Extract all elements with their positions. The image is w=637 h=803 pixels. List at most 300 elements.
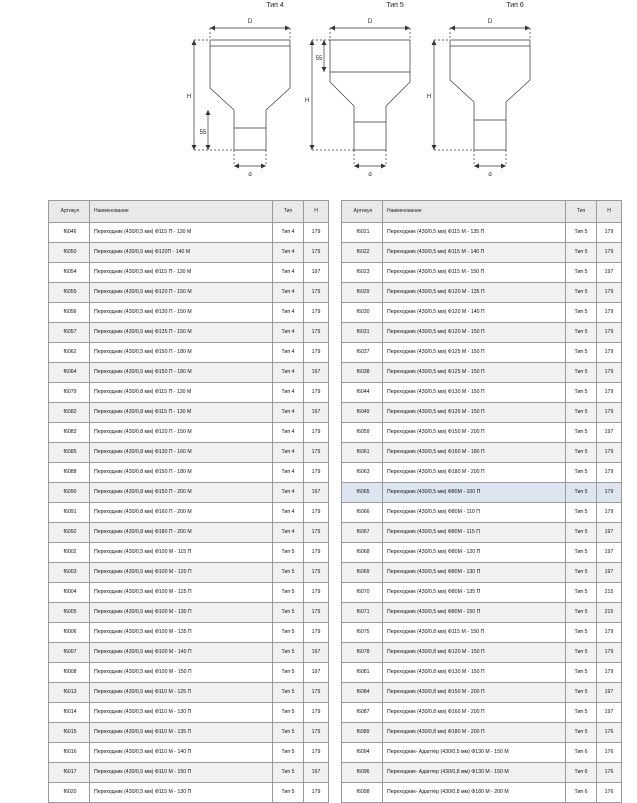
cell-article: f6057	[49, 323, 90, 343]
cell-height: 179	[597, 403, 622, 423]
table-row[interactable]	[49, 323, 329, 343]
cell-article: f6002	[49, 543, 90, 563]
cell-article: f6069	[342, 563, 383, 583]
cell-article: f6005	[49, 603, 90, 623]
cell-name: Переходник (430/0,8 мм) Ф130 П - 160 М	[90, 443, 273, 463]
table-row[interactable]	[49, 463, 329, 483]
column-header-type: Тип	[273, 201, 304, 223]
cell-height: 179	[304, 223, 329, 243]
cell-type: Тип 5	[273, 683, 304, 703]
cell-type: Тип 4	[273, 323, 304, 343]
cell-height: 179	[304, 623, 329, 643]
table-row[interactable]	[49, 683, 329, 703]
cell-article: f6089	[342, 723, 383, 743]
diagram-title: Тип 5	[386, 2, 404, 9]
table-row[interactable]	[49, 403, 329, 423]
cell-article: f6094	[342, 743, 383, 763]
cell-height: 197	[304, 763, 329, 783]
cell-article: f6050	[49, 243, 90, 263]
cell-height: 215	[597, 603, 622, 623]
cell-type: Тип 4	[273, 403, 304, 423]
table-row[interactable]	[342, 663, 622, 683]
cell-article: f6092	[49, 523, 90, 543]
cell-article: f6084	[342, 683, 383, 703]
cell-type: Тип 5	[566, 283, 597, 303]
cell-type: Тип 5	[566, 503, 597, 523]
cell-article: f6017	[49, 763, 90, 783]
cell-name: Переходник (430/0,5 мм) Ф115 М - 130 П	[90, 783, 273, 803]
cell-type: Тип 5	[273, 603, 304, 623]
table-row[interactable]	[49, 703, 329, 723]
cell-type: Тип 4	[273, 383, 304, 403]
cell-height: 197	[304, 263, 329, 283]
cell-article: f6044	[342, 383, 383, 403]
cell-article: f6055	[49, 283, 90, 303]
cell-article: f6059	[342, 423, 383, 443]
cell-type: Тип 4	[273, 443, 304, 463]
diagram-title: Тип 6	[506, 2, 524, 9]
cell-name: Переходник (430/0,8 мм) Ф150 М - 200 П	[383, 683, 566, 703]
dim-label-55: 55	[199, 130, 207, 136]
cell-article: f6003	[49, 563, 90, 583]
cell-height: 197	[597, 423, 622, 443]
cell-height: 179	[597, 303, 622, 323]
table-row[interactable]	[49, 383, 329, 403]
cell-name: Переходник (430/0,5 мм) Ф115 П - 130 М	[90, 223, 273, 243]
cell-article: f6037	[342, 343, 383, 363]
cell-type: Тип 5	[566, 423, 597, 443]
cell-name: Переходник (430/0,5 мм) Ф125 М - 150 П	[383, 343, 566, 363]
cell-height: 179	[597, 663, 622, 683]
cell-height: 179	[597, 443, 622, 463]
cell-type: Тип 6	[566, 763, 597, 783]
dim-label-D: D	[367, 19, 373, 25]
table-row[interactable]	[342, 463, 622, 483]
cell-article: f6087	[342, 703, 383, 723]
product-table-right	[341, 200, 622, 803]
cell-article: f6006	[49, 623, 90, 643]
cell-height: 179	[304, 383, 329, 403]
cell-name: Переходник (430/0,5 мм) Ф80М - 135 П	[383, 583, 566, 603]
cell-type: Тип 5	[566, 583, 597, 603]
table-row[interactable]	[49, 523, 329, 543]
cell-name: Переходник (430/0,8 мм) Ф115 М - 150 П	[383, 623, 566, 643]
cell-type: Тип 5	[566, 363, 597, 383]
table-row[interactable]	[342, 363, 622, 383]
cell-article: f6090	[49, 483, 90, 503]
table-row[interactable]	[49, 763, 329, 783]
cell-type: Тип 5	[566, 623, 597, 643]
table-row[interactable]	[342, 283, 622, 303]
cell-article: f6030	[342, 303, 383, 323]
cell-name: Переходник (430/0,5 мм) Ф100 М - 125 П	[90, 583, 273, 603]
table-row[interactable]	[49, 743, 329, 763]
cell-article: f6082	[49, 403, 90, 423]
cell-height: 197	[597, 523, 622, 543]
cell-name: Переходник (430/0,8 мм) Ф115 П - 130 М	[90, 403, 273, 423]
cell-height: 179	[597, 283, 622, 303]
dim-label-D: D	[247, 19, 253, 25]
cell-article: f6038	[342, 363, 383, 383]
table-row[interactable]	[342, 263, 622, 283]
cell-article: f6021	[342, 223, 383, 243]
cell-name: Переходник (430/0,5 мм) Ф100 М - 150 П	[90, 663, 273, 683]
cell-height: 179	[304, 683, 329, 703]
cell-type: Тип 5	[566, 563, 597, 583]
cell-height: 179	[304, 723, 329, 743]
cell-type: Тип 5	[273, 583, 304, 603]
cell-name: Переходник (430/0,8 мм) Ф180 М - 200 П	[383, 723, 566, 743]
cell-height: 179	[597, 463, 622, 483]
cell-article: f6013	[49, 683, 90, 703]
cell-height: 179	[304, 243, 329, 263]
table-row[interactable]	[49, 343, 329, 363]
cell-name: Переходник (430/0,5 мм) Ф100 М - 115 П	[90, 543, 273, 563]
cell-name: Переходник (430/0,5 мм) Ф80М - 115 П	[383, 523, 566, 543]
cell-height: 179	[597, 643, 622, 663]
cell-height: 197	[597, 543, 622, 563]
cell-article: f6004	[49, 583, 90, 603]
cell-height: 179	[304, 283, 329, 303]
cell-height: 197	[597, 683, 622, 703]
cell-height: 179	[304, 463, 329, 483]
cell-type: Тип 5	[566, 243, 597, 263]
cell-height: 176	[597, 763, 622, 783]
cell-name: Переходник (430/0,5 мм) Ф135 П - 150 М	[90, 323, 273, 343]
cell-type: Тип 5	[566, 403, 597, 423]
table-row[interactable]	[49, 563, 329, 583]
cell-name: Переходник (430/0,5 мм) Ф125 М - 150 П	[383, 363, 566, 383]
column-header-name: Наименование	[90, 201, 273, 223]
cell-type: Тип 6	[566, 743, 597, 763]
diagram-drawing	[420, 10, 610, 195]
table-row[interactable]	[342, 523, 622, 543]
cell-article: f6096	[342, 763, 383, 783]
cell-height: 179	[597, 343, 622, 363]
table-row[interactable]	[342, 243, 622, 263]
cell-article: f6085	[49, 443, 90, 463]
table-row[interactable]	[342, 403, 622, 423]
cell-name: Переходник (430/0,5 мм) Ф135 М - 150 П	[383, 403, 566, 423]
cell-article: f6061	[342, 443, 383, 463]
cell-type: Тип 4	[273, 503, 304, 523]
cell-type: Тип 4	[273, 223, 304, 243]
table-row[interactable]	[342, 743, 622, 763]
cell-article: f6078	[342, 643, 383, 663]
cell-article: f6067	[342, 523, 383, 543]
cell-article: f6064	[49, 363, 90, 383]
cell-type: Тип 4	[273, 283, 304, 303]
cell-name: Переходник (430/0,8 мм) Ф160 П - 200 М	[90, 503, 273, 523]
table-row[interactable]	[342, 423, 622, 443]
cell-type: Тип 5	[566, 523, 597, 543]
cell-name: Переходник- Адаптер (430/0,8 мм) Ф130 М - 150 М	[383, 763, 566, 783]
cell-article: f6008	[49, 663, 90, 683]
cell-name: Переходник- Адаптер (430/0,8 мм) Ф180 М - 200 М	[383, 783, 566, 803]
cell-name: Переходник (430/0,8 мм) Ф180 П - 200 М	[90, 523, 273, 543]
column-header-article: Артикул	[342, 201, 383, 223]
cell-name: Переходник (430/0,8 мм) Ф120 П - 150 М	[90, 423, 273, 443]
table-row[interactable]	[49, 283, 329, 303]
cell-height: 179	[597, 483, 622, 503]
cell-name: Переходник (430/0,5 мм) Ф180 М - 200 П	[383, 463, 566, 483]
cell-type: Тип 4	[273, 523, 304, 543]
table-row[interactable]	[342, 303, 622, 323]
cell-type: Тип 5	[273, 563, 304, 583]
table-row[interactable]	[342, 603, 622, 623]
table-row[interactable]	[342, 443, 622, 463]
table-row[interactable]	[49, 723, 329, 743]
cell-type: Тип 5	[566, 303, 597, 323]
cell-type: Тип 4	[273, 243, 304, 263]
cell-type: Тип 5	[566, 323, 597, 343]
cell-name: Переходник (430/0,8 мм) Ф150 П - 200 М	[90, 483, 273, 503]
dim-label-D: D	[487, 19, 493, 25]
cell-article: f6046	[49, 223, 90, 243]
table-row[interactable]	[342, 623, 622, 643]
cell-height: 176	[597, 743, 622, 763]
table-row[interactable]	[49, 603, 329, 623]
table-row[interactable]	[49, 503, 329, 523]
cell-article: f6022	[342, 243, 383, 263]
cell-type: Тип 5	[273, 723, 304, 743]
cell-name: Переходник (430/0,5 мм) Ф100 М - 135 П	[90, 623, 273, 643]
cell-type: Тип 5	[566, 383, 597, 403]
cell-height: 179	[304, 543, 329, 563]
cell-name: Переходник (430/0,5 мм) Ф110 М - 150 П	[90, 763, 273, 783]
cell-height: 179	[304, 603, 329, 623]
table-row[interactable]	[49, 483, 329, 503]
cell-type: Тип 4	[273, 363, 304, 383]
cell-height: 197	[597, 703, 622, 723]
table-header-left	[49, 201, 329, 223]
cell-type: Тип 5	[566, 443, 597, 463]
table-row[interactable]	[342, 683, 622, 703]
cell-name: Переходник (430/0,5 мм) Ф110 М - 125 П	[90, 683, 273, 703]
cell-name: Переходник (430/0,5 мм) Ф115 М - 135 П	[383, 223, 566, 243]
cell-type: Тип 4	[273, 303, 304, 323]
cell-article: f6066	[342, 503, 383, 523]
cell-article: f6079	[49, 383, 90, 403]
cell-type: Тип 4	[273, 423, 304, 443]
cell-type: Тип 5	[273, 663, 304, 683]
cell-name: Переходник (430/0,8 мм) Ф150 П - 180 М	[90, 463, 273, 483]
table-row[interactable]	[342, 223, 622, 243]
table-row[interactable]	[342, 543, 622, 563]
cell-article: f6014	[49, 703, 90, 723]
cell-name: Переходник (430/0,5 мм) Ф115 П - 130 М	[90, 263, 273, 283]
table-header-row	[342, 201, 622, 223]
cell-name: Переходник (430/0,5 мм) Ф115 М - 150 П	[383, 263, 566, 283]
dim-label-d: d	[248, 172, 252, 178]
cell-article: f6071	[342, 603, 383, 623]
table-row[interactable]	[342, 503, 622, 523]
cell-height: 179	[597, 243, 622, 263]
cell-type: Тип 4	[273, 343, 304, 363]
column-header-height: H	[597, 201, 622, 223]
cell-article: f6088	[49, 463, 90, 483]
cell-article: f6075	[342, 623, 383, 643]
cell-type: Тип 5	[566, 723, 597, 743]
cell-article: f6054	[49, 263, 90, 283]
table-row[interactable]	[49, 223, 329, 243]
cell-name: Переходник (430/0,5 мм) Ф130 П - 150 М	[90, 303, 273, 323]
cell-type: Тип 5	[566, 223, 597, 243]
cell-article: f6068	[342, 543, 383, 563]
cell-name: Переходник (430/0,5 мм) Ф80М - 150 П	[383, 603, 566, 623]
table-row[interactable]	[342, 783, 622, 803]
table-row[interactable]	[342, 483, 622, 503]
cell-article: f6016	[49, 743, 90, 763]
table-row[interactable]	[342, 583, 622, 603]
cell-name: Переходник (430/0,5 мм) Ф150 М - 200 П	[383, 423, 566, 443]
diagram-area	[0, 0, 637, 200]
table-row[interactable]	[49, 363, 329, 383]
cell-height: 179	[304, 303, 329, 323]
cell-type: Тип 5	[273, 623, 304, 643]
table-row[interactable]	[342, 563, 622, 583]
cell-type: Тип 5	[273, 643, 304, 663]
cell-height: 176	[597, 723, 622, 743]
cell-height: 179	[304, 703, 329, 723]
cell-name: Переходник (430/0,5 мм) Ф110 М - 140 П	[90, 743, 273, 763]
table-body-right	[342, 223, 622, 803]
dim-label-H: H	[426, 94, 432, 100]
table-row[interactable]	[49, 243, 329, 263]
table-header-row	[49, 201, 329, 223]
cell-height: 179	[304, 743, 329, 763]
cell-article: f6023	[342, 263, 383, 283]
cell-name: Переходник (430/0,8 мм) Ф120 М - 150 П	[383, 643, 566, 663]
cell-type: Тип 5	[273, 763, 304, 783]
cell-height: 197	[304, 663, 329, 683]
cell-type: Тип 5	[273, 743, 304, 763]
table-row[interactable]	[49, 663, 329, 683]
table-row[interactable]	[49, 423, 329, 443]
table-row[interactable]	[49, 643, 329, 663]
dim-label-d: d	[488, 172, 492, 178]
cell-height: 179	[597, 363, 622, 383]
cell-name: Переходник (430/0,5 мм) Ф130 М - 150 П	[383, 383, 566, 403]
cell-article: f6063	[342, 463, 383, 483]
cell-name: Переходник (430/0,5 мм) Ф80М - 110 П	[383, 503, 566, 523]
cell-height: 179	[304, 503, 329, 523]
cell-name: Переходник (430/0,5 мм) Ф120 М - 140 П	[383, 303, 566, 323]
dim-label-H: H	[186, 94, 192, 100]
cell-height: 179	[597, 383, 622, 403]
cell-name: Переходник (430/0,5 мм) Ф110 М - 130 П	[90, 703, 273, 723]
table-row[interactable]	[342, 343, 622, 363]
cell-name: Переходник (430/0,5 мм) Ф160 М - 180 П	[383, 443, 566, 463]
cell-height: 179	[597, 223, 622, 243]
cell-name: Переходник (430/0,5 мм) Ф100 М - 120 П	[90, 563, 273, 583]
cell-type: Тип 5	[273, 703, 304, 723]
cell-name: Переходник (430/0,5 мм) Ф100 М - 140 П	[90, 643, 273, 663]
cell-height: 179	[304, 343, 329, 363]
cell-height: 179	[304, 523, 329, 543]
cell-name: Переходник (430/0,5 мм) Ф120 М - 150 П	[383, 323, 566, 343]
column-header-article: Артикул	[49, 201, 90, 223]
table-header-right	[342, 201, 622, 223]
cell-name: Переходник (430/0,5 мм) Ф80М - 120 П	[383, 543, 566, 563]
cell-type: Тип 5	[566, 643, 597, 663]
cell-article: f6049	[342, 403, 383, 423]
table-row[interactable]	[342, 323, 622, 343]
cell-height: 179	[597, 323, 622, 343]
cell-article: f6081	[342, 663, 383, 683]
cell-type: Тип 5	[566, 663, 597, 683]
cell-name: Переходник (430/0,5 мм) Ф110 М - 135 П	[90, 723, 273, 743]
cell-article: f6031	[342, 323, 383, 343]
table-row[interactable]	[342, 383, 622, 403]
cell-type: Тип 5	[566, 703, 597, 723]
cell-height: 179	[304, 443, 329, 463]
cell-article: f6062	[49, 343, 90, 363]
cell-height: 176	[597, 783, 622, 803]
cell-name: Переходник (430/0,5 мм) Ф150 П - 180 М	[90, 363, 273, 383]
dim-label-55: 55	[315, 56, 323, 62]
cell-article: f6056	[49, 303, 90, 323]
cell-type: Тип 5	[566, 463, 597, 483]
cell-type: Тип 5	[273, 543, 304, 563]
table-row[interactable]	[49, 623, 329, 643]
cell-name: Переходник (430/0,5 мм) Ф80М - 130 П	[383, 563, 566, 583]
cell-type: Тип 5	[273, 783, 304, 803]
table-row[interactable]	[342, 703, 622, 723]
table-row[interactable]	[49, 443, 329, 463]
table-row[interactable]	[342, 763, 622, 783]
cell-height: 179	[304, 583, 329, 603]
table-row[interactable]	[342, 643, 622, 663]
cell-height: 179	[304, 783, 329, 803]
cell-type: Тип 4	[273, 263, 304, 283]
cell-height: 197	[597, 563, 622, 583]
cell-name: Переходник (430/0,5 мм) Ф120 М - 135 П	[383, 283, 566, 303]
cell-article: f6029	[342, 283, 383, 303]
cell-height: 197	[304, 643, 329, 663]
cell-article: f6091	[49, 503, 90, 523]
table-row[interactable]	[49, 263, 329, 283]
table-row[interactable]	[49, 583, 329, 603]
table-row[interactable]	[49, 543, 329, 563]
cell-article: f6020	[49, 783, 90, 803]
cell-height: 197	[304, 403, 329, 423]
cell-name: Переходник (430/0,8 мм) Ф115 П - 130 М	[90, 383, 273, 403]
cell-type: Тип 5	[566, 343, 597, 363]
column-header-height: H	[304, 201, 329, 223]
cell-height: 179	[304, 563, 329, 583]
column-header-name: Наименование	[383, 201, 566, 223]
cell-article: f6098	[342, 783, 383, 803]
table-body-left	[49, 223, 329, 803]
cell-article: f6015	[49, 723, 90, 743]
cell-article: f6007	[49, 643, 90, 663]
cell-name: Переходник (430/0,5 мм) Ф115 М - 140 П	[383, 243, 566, 263]
product-table-left	[48, 200, 329, 803]
table-row[interactable]	[49, 303, 329, 323]
cell-name: Переходник (430/0,8 мм) Ф130 М - 150 П	[383, 663, 566, 683]
cell-name: Переходник (430/0,5 мм) Ф100 М - 130 П	[90, 603, 273, 623]
cell-type: Тип 4	[273, 483, 304, 503]
cell-type: Тип 6	[566, 783, 597, 803]
diagram-title: Тип 4	[266, 2, 284, 9]
table-row[interactable]	[342, 723, 622, 743]
cell-height: 179	[597, 503, 622, 523]
table-row[interactable]	[49, 783, 329, 803]
cell-name: Переходник (430/0,5 мм) Ф150 П - 180 М	[90, 343, 273, 363]
cell-type: Тип 4	[273, 463, 304, 483]
cell-height: 197	[597, 263, 622, 283]
